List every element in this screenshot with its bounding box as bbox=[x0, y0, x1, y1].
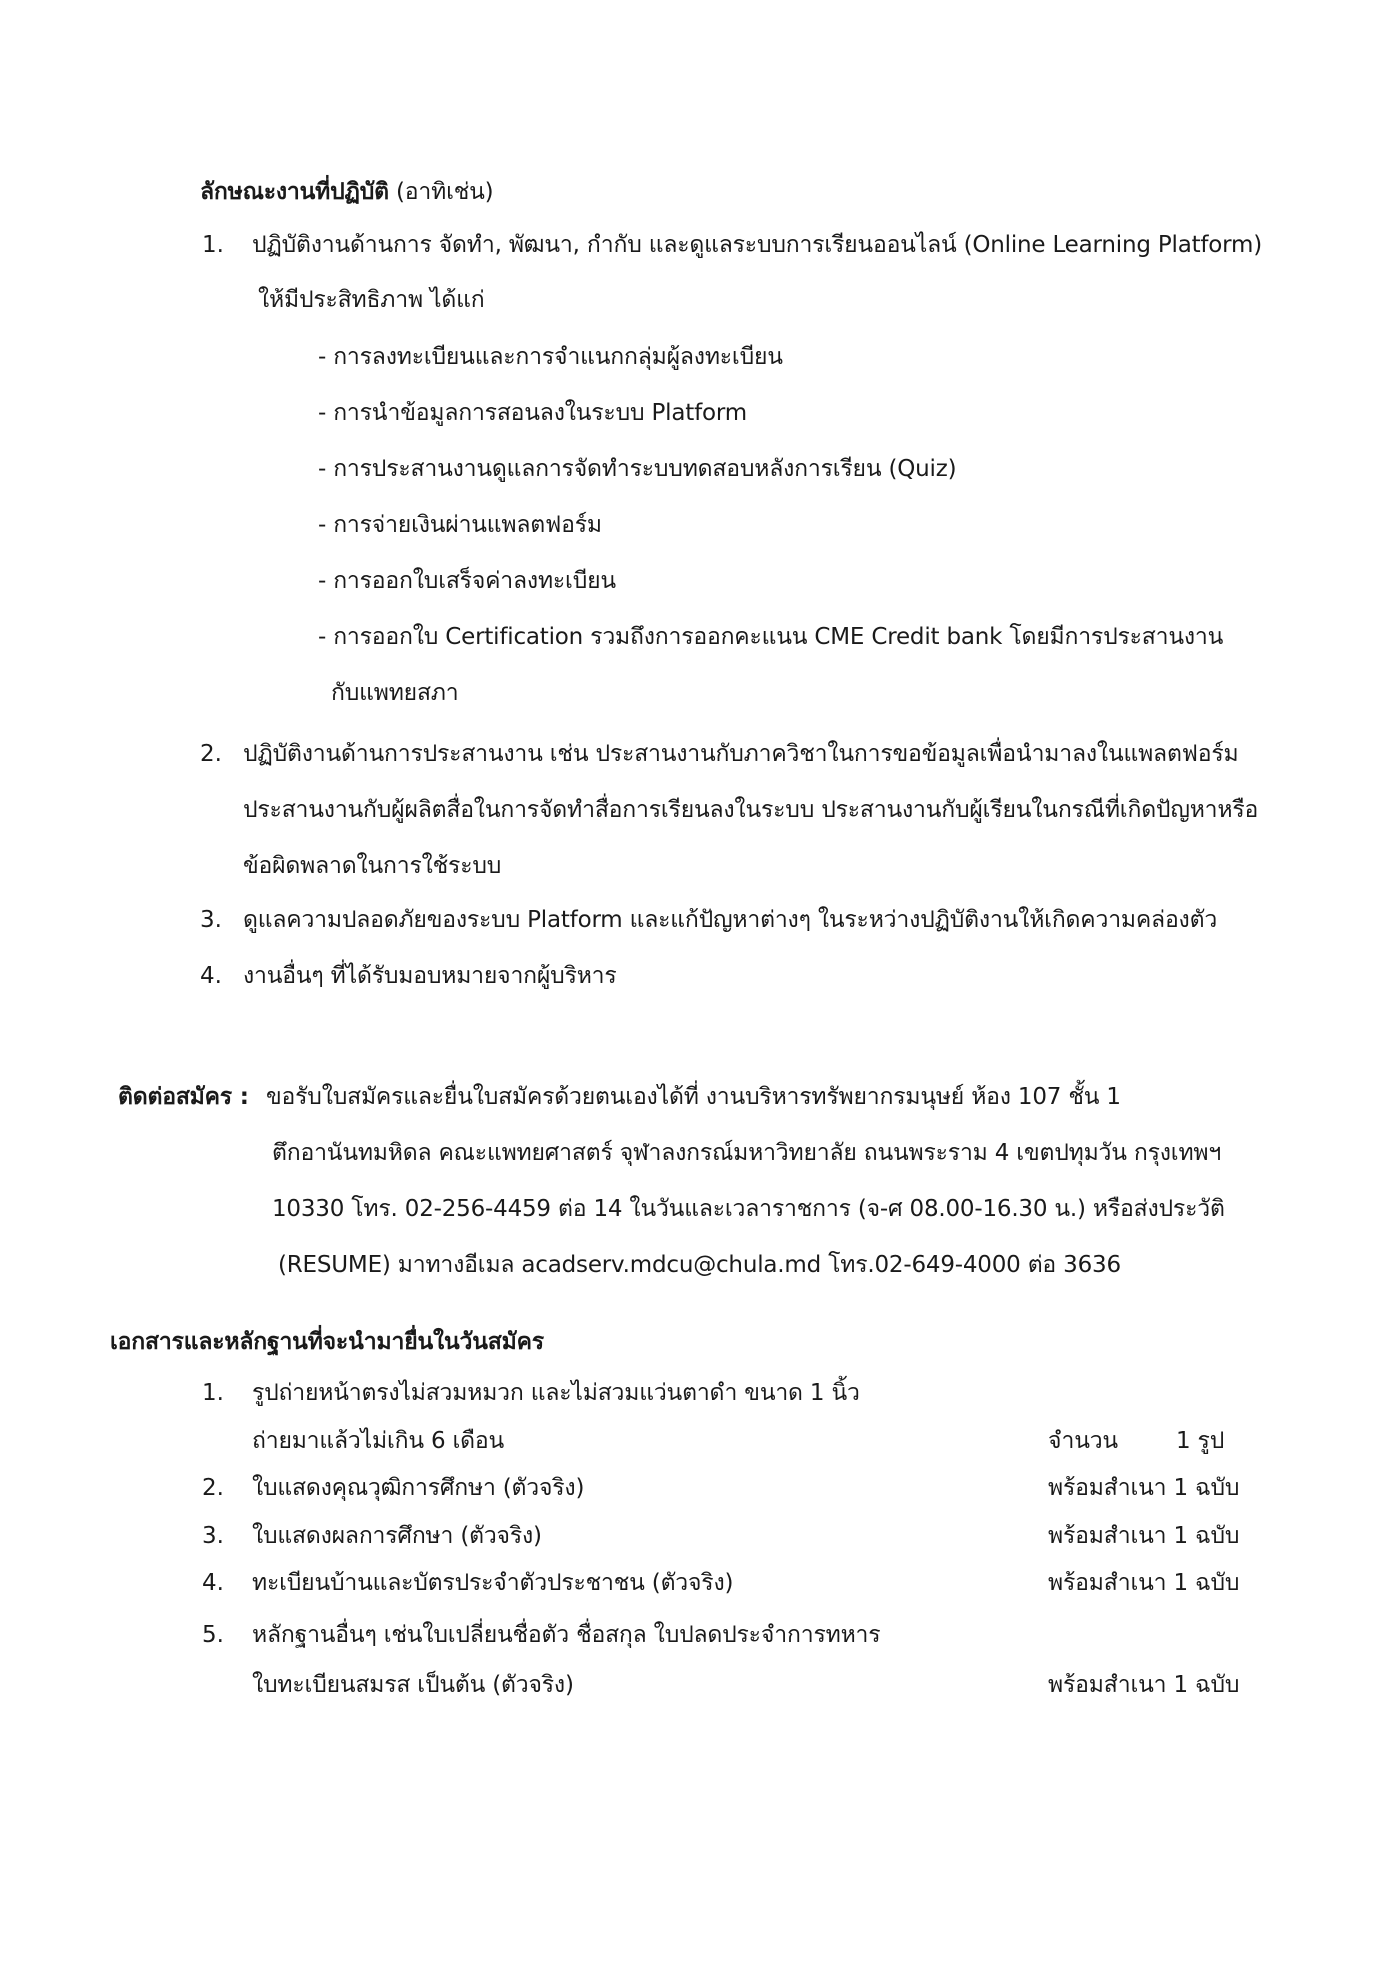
contact-line-3: 10330 โทร. 02-256-4459 ต่อ 14 ในวันและเวลาราชการ (จ-ศ 08.00-16.30 น.) หรือส่งประวัติ bbox=[272, 1196, 1225, 1222]
document-1-line-2: ถ่ายมาแล้วไม่เกิน 6 เดือน bbox=[252, 1428, 505, 1454]
contact-line-1: ขอรับใบสมัครและยื่นใบสมัครด้วยตนเองได้ที่ งานบริหารทรัพยากรมนุษย์ ห้อง 107 ชั้น 1 bbox=[266, 1084, 1121, 1110]
duties-heading-note: (อาทิเช่น) bbox=[388, 179, 494, 205]
documents-heading: เอกสารและหลักฐานที่จะนำมายื่นในวันสมัคร bbox=[110, 1329, 544, 1355]
document-3-qty: พร้อมสำเนา 1 ฉบับ bbox=[1048, 1523, 1240, 1549]
contact-line-4: (RESUME) มาทางอีเมล acadserv.mdcu@chula.md โทร.02-649-4000 ต่อ 3636 bbox=[278, 1252, 1121, 1278]
contact-line-2: ตึกอานันทมหิดล คณะแพทยศาสตร์ จุฬาลงกรณ์มหาวิทยาลัย ถนนพระราม 4 เขตปทุมวัน กรุงเทพฯ bbox=[272, 1140, 1222, 1166]
document-3-number: 3. bbox=[202, 1523, 224, 1549]
document-5-number: 5. bbox=[202, 1622, 224, 1648]
duty-2-line-2: ประสานงานกับผู้ผลิตสื่อในการจัดทำสื่อการเรียนลงในระบบ ประสานงานกับผู้เรียนในกรณีที่เกิดปัญหาหรือ bbox=[243, 797, 1259, 823]
duty-2-line-3: ข้อผิดพลาดในการใช้ระบบ bbox=[243, 853, 502, 879]
duty-1-subitem: - การนำข้อมูลการสอนลงในระบบ Platform bbox=[318, 400, 747, 426]
document-4-qty: พร้อมสำเนา 1 ฉบับ bbox=[1048, 1570, 1240, 1596]
duty-1-subitem: - การออกใบเสร็จค่าลงทะเบียน bbox=[318, 568, 616, 594]
document-2-number: 2. bbox=[202, 1475, 224, 1501]
duty-1-line-1: ปฏิบัติงานด้านการ จัดทำ, พัฒนา, กำกับ และดูแลระบบการเรียนออนไลน์ (Online Learning Platform) bbox=[252, 232, 1263, 258]
document-1-line-1: รูปถ่ายหน้าตรงไม่สวมหมวก และไม่สวมแว่นตาดำ ขนาด 1 นิ้ว bbox=[252, 1380, 860, 1406]
document-4-number: 4. bbox=[202, 1570, 224, 1596]
duty-1-subitem: - การลงทะเบียนและการจำแนกกลุ่มผู้ลงทะเบียน bbox=[318, 344, 783, 370]
contact-label: ติดต่อสมัคร : bbox=[118, 1084, 249, 1110]
duty-3-line-1: ดูแลความปลอดภัยของระบบ Platform และแก้ปัญหาต่างๆ ในระหว่างปฏิบัติงานให้เกิดความคล่องตัว bbox=[243, 907, 1218, 933]
duty-4-line-1: งานอื่นๆ ที่ได้รับมอบหมายจากผู้บริหาร bbox=[243, 963, 617, 989]
duty-1-subitem-continued: กับแพทยสภา bbox=[331, 680, 459, 706]
duties-heading-title: ลักษณะงานที่ปฏิบัติ bbox=[200, 179, 389, 205]
document-2-qty: พร้อมสำเนา 1 ฉบับ bbox=[1048, 1475, 1240, 1501]
duty-2-number: 2. bbox=[200, 741, 222, 767]
duty-3-number: 3. bbox=[200, 907, 222, 933]
document-1-number: 1. bbox=[202, 1380, 224, 1406]
document-2-line-1: ใบแสดงคุณวุฒิการศึกษา (ตัวจริง) bbox=[252, 1475, 585, 1501]
document-5-line-2: ใบทะเบียนสมรส เป็นต้น (ตัวจริง) bbox=[252, 1672, 574, 1698]
duty-1-line-2: ให้มีประสิทธิภาพ ได้แก่ bbox=[258, 287, 485, 313]
duty-4-number: 4. bbox=[200, 963, 222, 989]
document-5-qty: พร้อมสำเนา 1 ฉบับ bbox=[1048, 1672, 1240, 1698]
duty-1-subitem: - การประสานงานดูแลการจัดทำระบบทดสอบหลังการเรียน (Quiz) bbox=[318, 456, 957, 482]
duties-heading bbox=[200, 176, 493, 208]
document-4-line-1: ทะเบียนบ้านและบัตรประจำตัวประชาชน (ตัวจริง) bbox=[252, 1570, 734, 1596]
document-5-line-1: หลักฐานอื่นๆ เช่นใบเปลี่ยนชื่อตัว ชื่อสกุล ใบปลดประจำการทหาร bbox=[252, 1622, 881, 1648]
document-3-line-1: ใบแสดงผลการศึกษา (ตัวจริง) bbox=[252, 1523, 542, 1549]
document-1-qty: 1 รูป bbox=[1176, 1428, 1225, 1454]
duty-1-subitem: - การจ่ายเงินผ่านแพลตฟอร์ม bbox=[318, 512, 602, 538]
document-1-qty-label: จำนวน bbox=[1048, 1428, 1118, 1454]
duty-1-number: 1. bbox=[202, 232, 224, 258]
duty-2-line-1: ปฏิบัติงานด้านการประสานงาน เช่น ประสานงานกับภาควิชาในการขอข้อมูลเพื่อนำมาลงในแพลตฟอร์ม bbox=[243, 741, 1239, 767]
duty-1-subitem: - การออกใบ Certification รวมถึงการออกคะแนน CME Credit bank โดยมีการประสานงาน bbox=[318, 624, 1224, 650]
